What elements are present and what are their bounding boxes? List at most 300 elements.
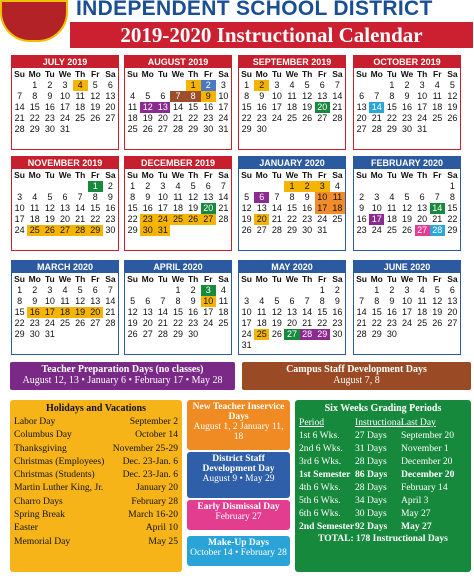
grading-days: 86 Days — [355, 469, 388, 480]
calendar-day: 5 — [449, 80, 455, 90]
calendar-day: 27 — [317, 113, 328, 123]
calendar-day: 20 — [59, 214, 70, 224]
calendar-day: 4 — [32, 192, 38, 202]
empty-day — [354, 80, 369, 91]
calendar-day: 28 — [73, 225, 88, 236]
grading-days: 28 Days — [355, 482, 387, 493]
calendar-day: 23 — [386, 318, 397, 328]
calendar-day: 7 — [77, 192, 83, 202]
calendar-day: 25 — [432, 113, 443, 123]
weekday-label: Th — [187, 69, 199, 79]
calendar-day: 1 — [130, 181, 136, 191]
empty-day — [140, 80, 155, 91]
calendar-day: 21 — [356, 318, 367, 328]
calendar-day: 9 — [304, 192, 310, 202]
calendar-day: 4 — [389, 192, 395, 202]
calendar-day: 18 — [330, 203, 345, 214]
calendar-day: 11 — [173, 192, 183, 202]
grading-last-day: September 20 — [401, 430, 455, 441]
weekday-label: We — [400, 69, 414, 79]
month-calendar — [124, 260, 232, 355]
district-name: INDEPENDENT SCHOOL DISTRICT — [76, 0, 433, 20]
grading-period: 6th 6 Wks. — [299, 508, 341, 519]
teacher-prep-title: Teacher Preparation Days (no classes) — [41, 364, 204, 375]
weekday-label: Tu — [386, 170, 397, 180]
calendar-day: 23 — [203, 113, 214, 123]
weekday-label: Tu — [271, 69, 282, 79]
weekday-label: Tu — [44, 170, 55, 180]
weekday-label: Sa — [332, 274, 343, 284]
calendar-day: 12 — [188, 192, 199, 202]
weekday-label: Fr — [433, 170, 442, 180]
calendar-day: 27 — [415, 225, 430, 236]
calendar-day: 21 — [332, 102, 343, 112]
calendar-day: 11 — [218, 296, 229, 306]
grading-period: 4th 6 Wks. — [299, 482, 341, 493]
empty-day — [415, 181, 430, 192]
grading-last-day: May 27 — [401, 521, 432, 532]
calendar-day: 3 — [62, 80, 68, 90]
grading-row — [299, 429, 467, 442]
calendar-day: 2 — [254, 80, 269, 91]
calendar-day: 5 — [244, 192, 250, 202]
calendar-day: 20 — [142, 318, 153, 328]
calendar-day: 17 — [369, 214, 384, 225]
calendar-day: 26 — [42, 225, 57, 236]
weekday-label: We — [400, 274, 414, 284]
calendar-day: 1 — [175, 285, 181, 295]
empty-day — [369, 181, 384, 192]
calendar-day: 24 — [203, 318, 214, 328]
calendar-day: 11 — [60, 296, 70, 306]
calendar-day: 10 — [371, 203, 382, 213]
campus-staff-dates: August 7, 8 — [333, 375, 380, 386]
calendar-day: 30 — [29, 329, 40, 339]
weekday-label: Fr — [204, 69, 213, 79]
calendar-day: 30 — [302, 225, 313, 235]
calendar-day: 26 — [447, 113, 458, 123]
holiday-date: February 28 — [131, 495, 178, 507]
empty-day — [384, 181, 399, 192]
month-title: JANUARY 2020 — [239, 157, 345, 169]
calendar-day: 29 — [188, 124, 199, 134]
calendar-day: 21 — [75, 214, 86, 224]
calendar-day: 2 — [300, 181, 315, 192]
teacher-prep-dates: August 12, 13 • January 6 • February 17 • May 28 — [22, 375, 223, 386]
empty-day — [170, 80, 185, 91]
calendar-day: 22 — [188, 113, 199, 123]
calendar-day: 15 — [317, 307, 328, 317]
weekday-label: Sa — [218, 170, 229, 180]
calendar-day: 6 — [92, 285, 98, 295]
holiday-name: Easter — [14, 522, 38, 534]
month-calendar — [353, 55, 461, 150]
empty-day — [239, 285, 254, 296]
calendar-day: 20 — [315, 102, 330, 113]
calendar-day: 22 — [241, 113, 252, 123]
calendar-day: 23 — [356, 225, 367, 235]
calendar-day: 24 — [59, 113, 70, 123]
calendar-day: 15 — [127, 203, 138, 213]
calendar-day: 22 — [172, 318, 183, 328]
weekday-label: Mo — [141, 69, 154, 79]
calendar-day: 26 — [186, 214, 201, 225]
calendar-day: 20 — [88, 307, 103, 318]
calendar-day: 23 — [302, 214, 313, 224]
calendar-day: 7 — [274, 192, 280, 202]
holiday-date: March 16-20 — [128, 509, 178, 521]
calendar-day: 8 — [92, 192, 98, 202]
calendar-day: 1 — [32, 80, 38, 90]
calendar-day: 28 — [172, 124, 183, 134]
weekday-label: Th — [187, 274, 199, 284]
weekday-label: Sa — [447, 69, 458, 79]
weekday-label: We — [171, 170, 185, 180]
calendar-day: 26 — [127, 329, 138, 339]
calendar-day: 6 — [205, 181, 211, 191]
calendar-day: 25 — [27, 225, 42, 236]
month-title: MAY 2020 — [239, 261, 345, 273]
weekday-label: Su — [241, 69, 252, 79]
weekday-header — [125, 273, 231, 285]
calendar-day: 27 — [157, 124, 168, 134]
calendar-day: 25 — [254, 329, 269, 340]
calendar-day: 30 — [203, 124, 214, 134]
month-calendar — [238, 156, 346, 251]
calendar-day: 24 — [155, 214, 170, 225]
calendar-day: 26 — [241, 225, 252, 235]
calendar-day: 7 — [359, 296, 365, 306]
calendar-day: 13 — [356, 102, 367, 112]
calendar-day: 1 — [374, 285, 380, 295]
holiday-row — [14, 455, 178, 468]
empty-day — [369, 80, 384, 91]
month-calendar — [11, 55, 119, 150]
early-dismissal-title: Early Dismissal Day — [197, 502, 280, 512]
grading-last-day: February 14 — [401, 482, 448, 493]
calendar-day: 26 — [142, 124, 153, 134]
calendar-day: 19 — [127, 318, 138, 328]
calendar-day: 28 — [332, 113, 343, 123]
weekday-label: We — [285, 69, 299, 79]
weekday-header — [125, 68, 231, 80]
calendar-day: 9 — [201, 91, 216, 102]
calendar-day: 25 — [386, 225, 397, 235]
weekday-label: Th — [74, 69, 86, 79]
calendar-day: 5 — [145, 91, 151, 101]
calendar-day: 20 — [105, 102, 116, 112]
calendar-day: 30 — [188, 329, 199, 339]
calendar-day: 11 — [75, 91, 85, 101]
calendar-day: 22 — [90, 214, 101, 224]
weekday-label: Mo — [141, 170, 154, 180]
calendar-day: 16 — [203, 102, 214, 112]
calendar-day: 6 — [449, 285, 455, 295]
grading-days: 34 Days — [355, 495, 387, 506]
district-seal — [0, 0, 68, 42]
weekday-label: We — [285, 170, 299, 180]
calendar-day: 31 — [218, 124, 229, 134]
calendar-day: 10 — [417, 91, 428, 101]
calendar-day: 2 — [201, 80, 216, 91]
holiday-row — [14, 508, 178, 521]
grading-period: 1st Semester — [299, 469, 351, 480]
calendar-day: 13 — [142, 307, 153, 317]
calendar-day: 4 — [434, 80, 440, 90]
calendar-day: 24 — [401, 318, 412, 328]
empty-day — [300, 285, 315, 296]
calendar-day: 6 — [160, 91, 166, 101]
calendar-day: 31 — [417, 124, 428, 134]
empty-day — [140, 285, 155, 296]
calendar-day: 28 — [218, 214, 229, 224]
weekday-label: Tu — [44, 274, 55, 284]
weekday-label: Sa — [332, 69, 343, 79]
weekday-label: Tu — [157, 170, 168, 180]
calendar-day: 28 — [356, 329, 367, 339]
month-title: AUGUST 2019 — [125, 56, 231, 68]
weekday-label: Tu — [271, 170, 282, 180]
calendar-day: 3 — [160, 181, 166, 191]
calendar-day: 8 — [175, 296, 181, 306]
calendar-day: 27 — [356, 124, 367, 134]
page-title: 2019-2020 Instructional Calendar — [70, 22, 473, 48]
calendar-day: 2 — [359, 192, 365, 202]
calendar-day: 23 — [256, 113, 267, 123]
calendar-day: 19 — [241, 214, 252, 224]
weekday-label: We — [400, 170, 414, 180]
calendar-day: 17 — [42, 307, 57, 318]
month-title: OCTOBER 2019 — [354, 56, 460, 68]
calendar-day: 27 — [57, 225, 72, 236]
calendar-day: 17 — [59, 102, 70, 112]
calendar-day: 16 — [27, 307, 42, 318]
calendar-day: 11 — [417, 296, 427, 306]
holiday-row — [14, 415, 178, 428]
calendar-day: 27 — [201, 214, 216, 225]
month-title: JULY 2019 — [12, 56, 118, 68]
calendar-day: 12 — [90, 91, 101, 101]
calendar-day: 12 — [241, 203, 252, 213]
calendar-day: 2 — [32, 285, 38, 295]
calendar-day: 18 — [172, 203, 183, 213]
holiday-date: Dec. 23-Jan. 6 — [122, 455, 178, 467]
calendar-day: 26 — [401, 225, 412, 235]
month-calendar — [124, 55, 232, 150]
calendar-day: 3 — [201, 285, 216, 296]
calendar-day: 29 — [172, 329, 183, 339]
weekday-label: Sa — [105, 274, 116, 284]
calendar-day: 14 — [356, 307, 367, 317]
weekday-label: Su — [14, 69, 25, 79]
early-dismissal-box — [187, 500, 290, 530]
calendar-day: 22 — [371, 318, 382, 328]
new-teacher-dates: August 1, 2 January 11, 18 — [193, 422, 284, 442]
calendar-day: 1 — [389, 80, 395, 90]
calendar-day: 7 — [107, 285, 113, 295]
calendar-day: 8 — [389, 91, 395, 101]
calendar-day: 22 — [447, 214, 458, 224]
holiday-date: Dec. 23-Jan. 6 — [122, 469, 178, 481]
calendar-day: 13 — [286, 307, 297, 317]
calendar-day: 30 — [332, 329, 343, 339]
holiday-name: Christmas (Students) — [14, 469, 95, 481]
calendar-day: 10 — [157, 192, 168, 202]
calendar-day: 14 — [302, 307, 313, 317]
calendar-day: 28 — [271, 225, 282, 235]
calendar-day: 5 — [404, 192, 410, 202]
weekday-label: Mo — [255, 69, 268, 79]
calendar-day: 31 — [241, 340, 252, 350]
month-title: JUNE 2020 — [354, 261, 460, 273]
grading-title: Six Weeks Grading Periods — [324, 403, 442, 414]
weekday-label: Su — [14, 170, 25, 180]
campus-staff-title: Campus Staff Development Days — [286, 364, 427, 375]
weekday-label: Sa — [218, 274, 229, 284]
grading-header-period: Period — [299, 417, 325, 428]
holiday-date: January 20 — [136, 482, 178, 494]
calendar-day: 22 — [14, 318, 25, 328]
calendar-day: 10 — [59, 91, 70, 101]
calendar-day: 14 — [332, 91, 343, 101]
district-staff-title: District Staff Development Day — [202, 454, 275, 474]
calendar-day: 2 — [47, 80, 53, 90]
calendar-day: 21 — [105, 307, 116, 317]
calendar-day: 11 — [287, 91, 297, 101]
calendar-day: 27 — [142, 329, 153, 339]
calendar-day: 18 — [432, 102, 443, 112]
calendar-day: 28 — [371, 124, 382, 134]
district-staff-dates: August 9 • May 29 — [202, 474, 275, 484]
weekday-label: We — [171, 274, 185, 284]
calendar-day: 7 — [170, 91, 185, 102]
holiday-date: September 2 — [129, 416, 178, 427]
weekday-header — [12, 273, 118, 285]
calendar-day: 21 — [14, 113, 25, 123]
calendar-day: 24 — [317, 214, 328, 224]
calendar-day: 1 — [319, 285, 325, 295]
month-calendar — [124, 156, 232, 251]
calendar-day: 18 — [127, 113, 138, 123]
calendar-day: 15 — [188, 102, 199, 112]
grading-header-last-day: Last Day — [401, 417, 436, 428]
calendar-day: 6 — [254, 192, 269, 203]
calendar-day: 21 — [157, 318, 168, 328]
calendar-day: 2 — [145, 181, 151, 191]
weekday-label: Tu — [157, 274, 168, 284]
calendar-day: 28 — [300, 329, 315, 340]
grading-last-day: May 27 — [401, 508, 431, 519]
calendar-day: 21 — [218, 203, 229, 213]
empty-day — [125, 285, 140, 296]
calendar-day: 4 — [175, 181, 181, 191]
calendar-day: 9 — [107, 192, 113, 202]
weekday-header — [12, 68, 118, 80]
calendar-day: 24 — [241, 329, 252, 339]
calendar-day: 21 — [371, 113, 382, 123]
calendar-day: 26 — [90, 113, 101, 123]
calendar-day: 5 — [92, 80, 98, 90]
empty-day — [239, 181, 254, 192]
weekday-header — [354, 68, 460, 80]
makeup-dates: October 14 • February 28 — [190, 548, 287, 558]
calendar-day: 22 — [286, 214, 297, 224]
grading-total: TOTAL: 178 Instructional Days — [318, 534, 448, 544]
weekday-header — [239, 273, 345, 285]
holiday-row — [14, 521, 178, 534]
holiday-date: October 14 — [135, 429, 178, 441]
calendar-day: 7 — [334, 80, 340, 90]
empty-day — [284, 285, 299, 296]
grading-last-day: December 20 — [401, 469, 455, 480]
month-title: MARCH 2020 — [12, 261, 118, 273]
weekday-label: Su — [14, 274, 25, 284]
weekday-label: Su — [127, 69, 138, 79]
calendar-day: 22 — [29, 113, 40, 123]
calendar-day: 12 — [432, 296, 443, 306]
calendar-day: 20 — [286, 318, 297, 328]
calendar-day: 20 — [201, 203, 216, 214]
weekday-label: We — [58, 170, 72, 180]
calendar-day: 7 — [17, 91, 23, 101]
empty-day — [73, 181, 88, 192]
calendar-day: 17 — [241, 318, 252, 328]
calendar-day: 3 — [47, 285, 53, 295]
calendar-day: 29 — [127, 225, 138, 235]
calendar-day: 20 — [157, 113, 168, 123]
calendar-day: 18 — [57, 307, 72, 318]
calendar-day: 4 — [220, 285, 226, 295]
grading-period: 5th 6 Wks. — [299, 495, 341, 506]
calendar-day: 3 — [274, 80, 280, 90]
calendar-day: 15 — [447, 203, 458, 213]
calendar-day: 29 — [447, 225, 458, 235]
grading-last-day: November 1 — [401, 443, 449, 454]
weekday-label: Mo — [28, 69, 41, 79]
calendar-day: 13 — [155, 102, 170, 113]
calendar-day: 12 — [401, 203, 412, 213]
calendar-day: 24 — [44, 318, 55, 328]
calendar-day: 12 — [140, 102, 155, 113]
holidays-title: Holidays and Vacations — [45, 403, 147, 414]
calendar-day: 10 — [401, 296, 412, 306]
calendar-day: 29 — [29, 124, 40, 134]
empty-day — [155, 285, 170, 296]
holiday-date: April 10 — [145, 522, 178, 534]
grading-last-day: December 20 — [401, 456, 453, 467]
calendar-day: 27 — [90, 318, 101, 328]
calendar-day: 6 — [319, 80, 325, 90]
holiday-name: Spring Break — [14, 509, 65, 521]
weekday-label: Sa — [218, 69, 229, 79]
grading-row — [299, 494, 467, 507]
calendar-day: 16 — [401, 102, 412, 112]
calendar-day: 20 — [447, 307, 458, 317]
calendar-day: 25 — [218, 318, 229, 328]
weekday-label: Fr — [204, 274, 213, 284]
calendar-day: 23 — [44, 113, 55, 123]
empty-day — [430, 181, 445, 192]
calendar-day: 3 — [244, 296, 250, 306]
calendar-day: 13 — [256, 203, 267, 213]
calendar-day: 25 — [75, 113, 86, 123]
calendar-day: 31 — [44, 329, 55, 339]
calendar-day: 9 — [359, 203, 365, 213]
calendar-day: 9 — [389, 296, 395, 306]
calendar-day: 10 — [315, 192, 330, 203]
grading-header-row — [299, 416, 467, 429]
calendar-day: 11 — [30, 203, 40, 213]
